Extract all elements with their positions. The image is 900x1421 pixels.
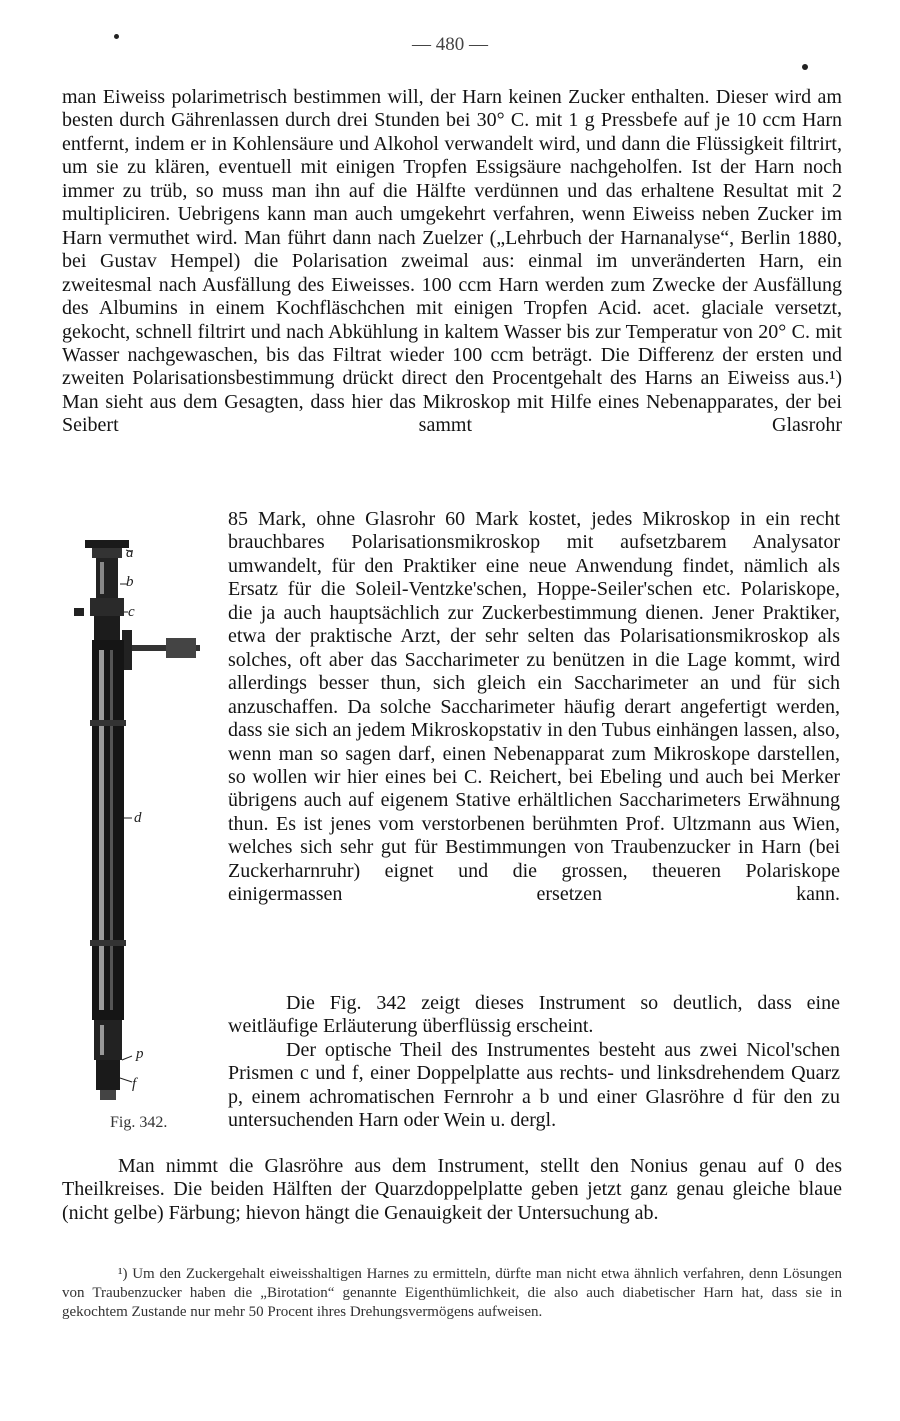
figure-caption: Fig. 342. xyxy=(110,1114,168,1131)
figure-label-p: p xyxy=(136,1046,144,1062)
paragraph-4: Der optische Theil des Instrumentes besteht aus zwei Nicol'schen Prismen c und f, einer Doppelplatte aus rechts- und linksdrehendem Quarz p, einem achromatischen Fernrohr a b und einer Glasröhre d für den zu untersuchenden Harn oder Wein u. dergl. xyxy=(228,1039,840,1132)
figure-342 xyxy=(70,520,220,1140)
print-speck xyxy=(802,64,808,70)
figure-label-a: a xyxy=(126,545,134,561)
saccharimeter-illustration xyxy=(70,520,220,1120)
figure-label-d: d xyxy=(134,810,142,826)
paragraph-3: Die Fig. 342 zeigt dieses Instrument so deutlich, dass eine weitläufige Erläuterung überflüssig erscheint. xyxy=(228,992,840,1038)
figure-label-b: b xyxy=(126,574,134,590)
figure-label-f: f xyxy=(132,1076,137,1092)
footnote: ¹) Um den Zuckergehalt eiweisshaltigen Harnes zu ermitteln, dürfte man nicht etwa ähnlich verfahren, denn Lösungen von Traubenzucker haben die „Birotation“ genannte Eigenthümlichkeit, die also auch diabetischer Harn hat, dass sie in gekochtem Zustande nur mehr 50 Procent ihres Drehungsvermögens aufweisen. xyxy=(62,1266,842,1320)
paragraph-2: 85 Mark, ohne Glasrohr 60 Mark kostet, jedes Mikroskop in ein recht brauchbares Polarisationsmikroskop mit aufsetzbarem Analysator umwandelt, für den Praktiker eine neue Anwendung findet, nämlich als Ersatz für die Soleil-Ventzke'schen, Hoppe-Seiler'schen etc. Polariskope, die ja auch hauptsächlich zur Zuckerbestimmung dienen. Jener Praktiker, etwa der praktische Arzt, der sehr selten das Polarisationsmikroskop als solches, oft aber das Saccharimeter zu benützen in die Lage kommt, wird allerdings besser thun, sich gleich ein Saccharimeter an und für sich anzuschaffen. Da solche Saccharimeter häufig derart angefertigt werden, dass sie sich an jedem Mikroskopstativ in den Tubus einhängen lassen, also, wenn man so sagen darf, einen Nebenapparat zum Mikroskope darstellen, so wollen wir hier eines bei C. Reichert, bei Ebeling und auch bei Merker übrigens auch auf eigenem Stative erhältlichen Saccharimeters Erwähnung thun. Es ist jenes vom verstorbenen berühmten Prof. Ultzmann aus Wien, welches sich sehr gut für Bestimmungen von Traubenzucker in Harn (bei Zuckerharnruhr) eignet und die grossen, theueren Polariskope einigermassen ersetzen kann. xyxy=(228,508,840,906)
paragraph-1: man Eiweiss polarimetrisch bestimmen will, der Harn keinen Zucker enthalten. Dieser wird am besten durch Gährenlassen durch drei Stunden bei 30° C. mit 1 g Pressbefe auf je 10 ccm Harn entfernt, indem er in Kohlensäure und Alkohol verwandelt wird, und dann die Flüssigkeit filtrirt, um sie zu klären, eventuell mit einigen Tropfen Essigsäure nachgeholfen. Ist der Harn noch immer zu trüb, so muss man ihn auf die Hälfte verdünnen und das erhaltene Resultat mit 2 multipliciren. Uebrigens kann man auch umgekehrt verfahren, wenn Eiweiss neben Zucker im Harn vermuthet wird. Man führt dann nach Zuelzer („Lehrbuch der Harnanalyse“, Berlin 1880, bei Gustav Hempel) die Polarisation zweimal aus: einmal im unveränderten Harn, ein zweitesmal nach Ausfällung des Eiweisses. 100 ccm Harn werden zum Zwecke der Ausfällung des Albumins in einem Kochfläschchen mit einigen Tropfen Acid. acet. glaciale versetzt, gekocht, schnell filtrirt und nach Abkühlung in kaltem Wasser bis zur Temperatur von 20° C. mit Wasser nachgewaschen, bis das Filtrat wieder 100 ccm beträgt. Die Differenz der ersten und zweiten Polarisationsbestimmung drückt direct den Procentgehalt des Harns an Eiweiss aus.¹) Man sieht aus dem Gesagten, dass hier das Mikroskop mit Hilfe eines Nebenapparates, der bei Seibert sammt Glasrohr xyxy=(62,86,842,437)
page-number: — 480 — xyxy=(412,34,488,55)
figure-label-c: c xyxy=(128,604,135,620)
paragraph-5: Man nimmt die Glasröhre aus dem Instrument, stellt den Nonius genau auf 0 des Theilkreises. Die beiden Hälften der Quarzdoppelplatte geben jetzt ganz genau gleiche blaue (nicht gelbe) Färbung; hievon hängt die Genauigkeit der Untersuchung ab. xyxy=(62,1155,842,1224)
print-speck xyxy=(114,34,119,39)
